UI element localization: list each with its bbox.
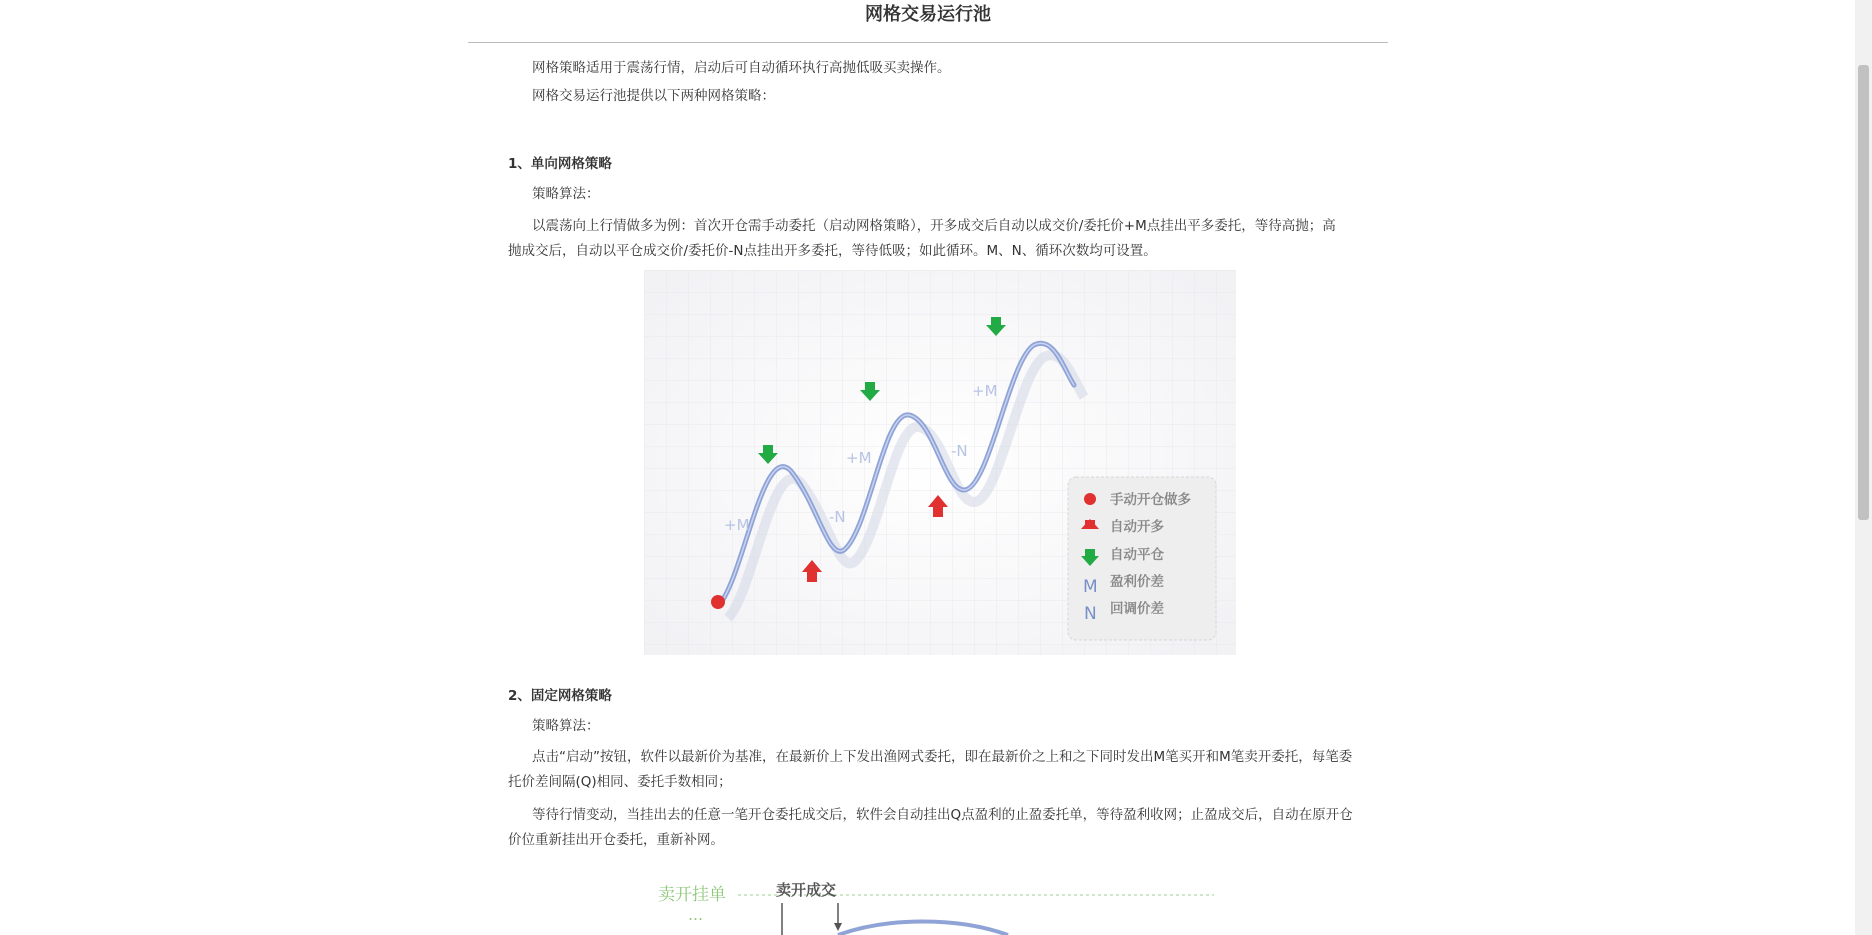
sell-fill-label: 卖开成交 bbox=[776, 881, 837, 899]
plus-m-label: +M bbox=[724, 516, 750, 534]
page-title: 网格交易运行池 bbox=[468, 0, 1388, 43]
section1-algo-label: 策略算法： bbox=[532, 186, 600, 202]
minus-n-label: -N bbox=[951, 442, 968, 460]
legend-dot-icon bbox=[1084, 493, 1096, 505]
section1-desc: 以震荡向上行情做多为例：首次开仓需手动委托（启动网格策略），开多成交后自动以成交价/委托价+M点挂出平多委托，等待高抛；高抛成交后，自动以平仓成交价/委托价-N点挂出开多委托，等待低吸；如此循环。M、N、循环次数均可设置。 bbox=[508, 218, 1336, 259]
scrollbar[interactable] bbox=[1855, 0, 1872, 935]
legend-label: 自动平仓 bbox=[1110, 547, 1164, 563]
document bbox=[468, 0, 1388, 924]
section2-desc-1: 点击“启动”按钮，软件以最新价为基准，在最新价上下发出渔网式委托，即在最新价之上和之下同时发出M笔买开和M笔卖开委托，每笔委托价差间隔(Q)相同、委托手数相同； bbox=[508, 749, 1353, 790]
chart-legend bbox=[1068, 477, 1216, 640]
intro-line-2: 网格交易运行池提供以下两种网格策略： bbox=[532, 88, 775, 104]
manual-open-dot bbox=[711, 595, 725, 609]
plus-m-label: +M bbox=[972, 382, 998, 400]
section2-heading: 2、固定网格策略 bbox=[508, 688, 612, 704]
minus-n-label: -N bbox=[829, 508, 846, 526]
scrollbar-thumb[interactable] bbox=[1858, 65, 1869, 520]
section2-algo-label: 策略算法： bbox=[532, 718, 600, 734]
fixed-grid-diagram bbox=[658, 875, 1218, 935]
ellipsis-label: … bbox=[688, 906, 703, 924]
legend-m-icon: M bbox=[1083, 577, 1098, 597]
single-grid-diagram bbox=[644, 270, 1236, 655]
legend-label: 盈利价差 bbox=[1110, 574, 1164, 590]
sell-order-label: 卖开挂单 bbox=[658, 885, 726, 905]
legend-n-icon: N bbox=[1084, 604, 1097, 624]
intro-line-1: 网格策略适用于震荡行情，启动后可自动循环执行高抛低吸买卖操作。 bbox=[532, 60, 951, 76]
section2-desc-2: 等待行情变动，当挂出去的任意一笔开仓委托成交后，软件会自动挂出Q点盈利的止盈委托单，等待盈利收网；止盈成交后，自动在原开仓价位重新挂出开仓委托，重新补网。 bbox=[508, 807, 1353, 848]
legend-label: 自动开多 bbox=[1110, 519, 1164, 535]
plus-m-label: +M bbox=[846, 449, 872, 467]
legend-label: 手动开仓做多 bbox=[1110, 492, 1191, 508]
section1-heading: 1、单向网格策略 bbox=[508, 156, 612, 172]
legend-label: 回调价差 bbox=[1110, 601, 1164, 617]
